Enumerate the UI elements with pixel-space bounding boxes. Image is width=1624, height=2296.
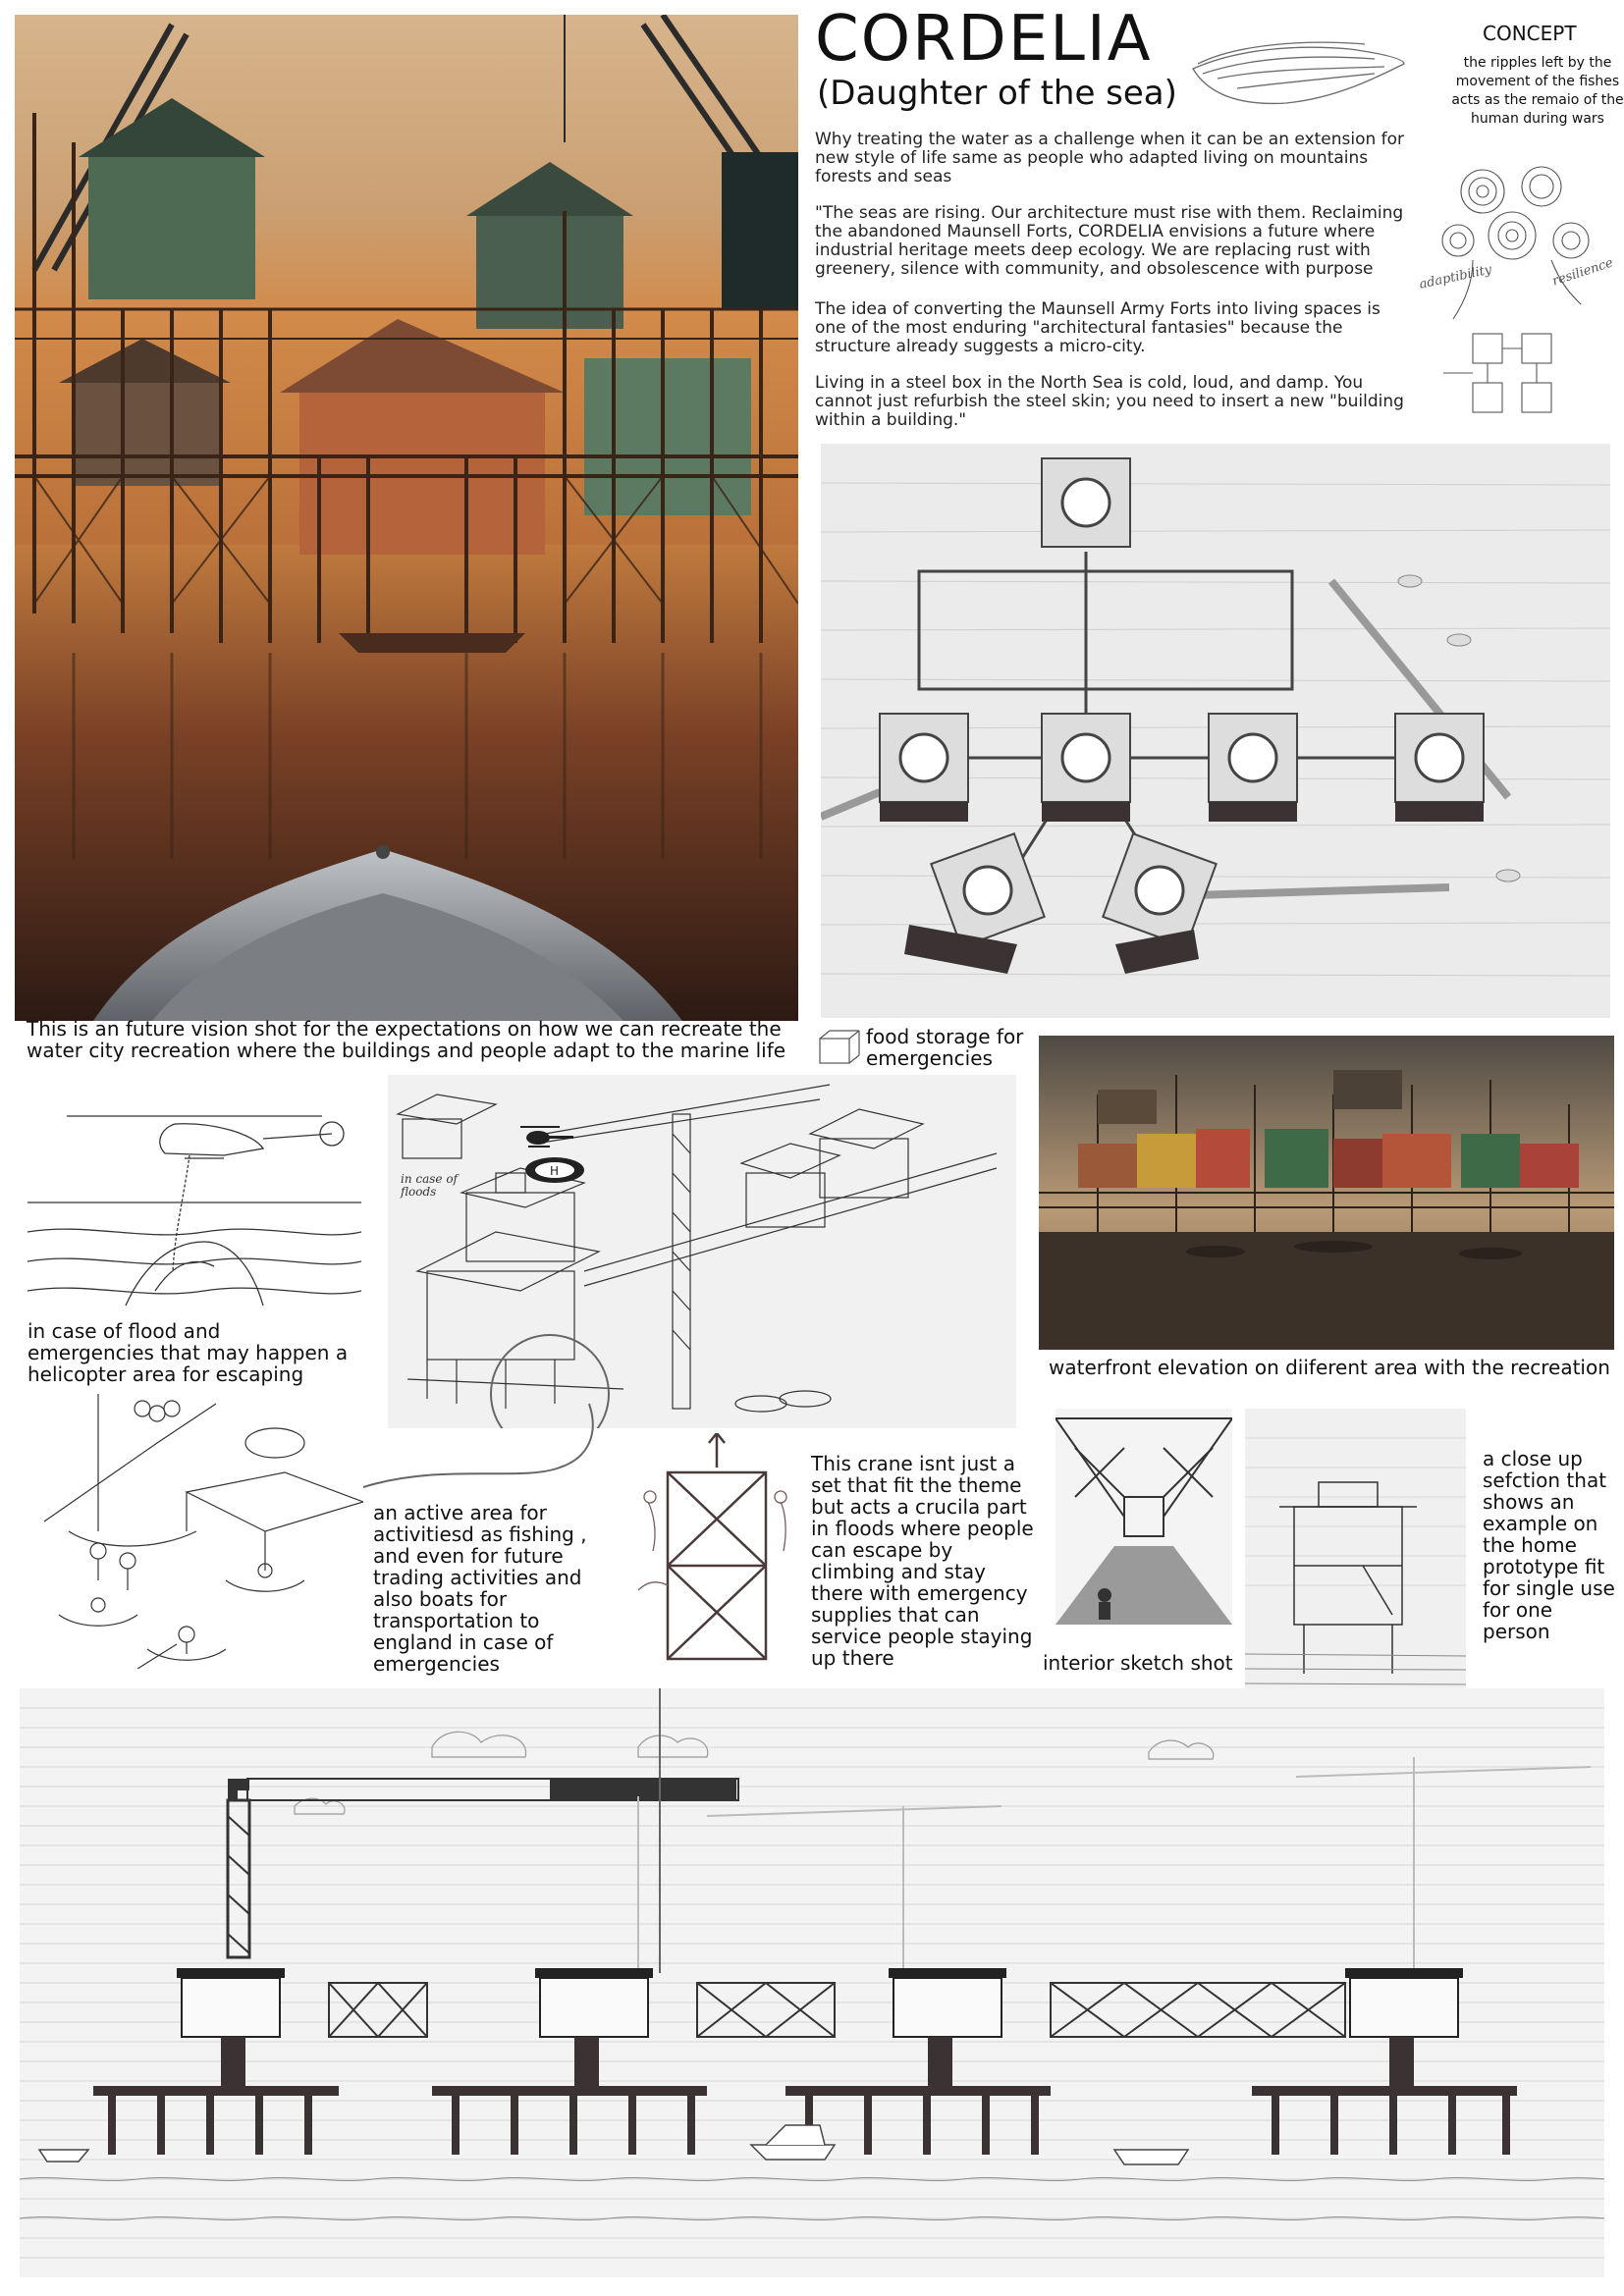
concept-heading: CONCEPT <box>1483 22 1577 45</box>
site-plan <box>821 444 1610 1018</box>
crane-caption: This crane isnt just a set that fit the theme but acts a crucila part in floods where people can escape by climbing and stay there with emergency supplies that can service people staying up there <box>811 1452 1034 1670</box>
in-case-floods-label: in case of floods <box>401 1172 458 1199</box>
closeup-caption: a close up sefction that shows an example on the home prototype fit for single use for one person <box>1483 1447 1615 1643</box>
interior-sketch <box>1056 1409 1232 1625</box>
waterfront-render <box>1039 1036 1614 1350</box>
concept-text: the ripples left by the movement of the fishes acts as the remaio of the human during wars <box>1451 55 1624 127</box>
intro-paragraph-1: Why treating the water as a challenge when it can be an extension for new style of life same as people who adapted living on mountains forests and seas <box>815 130 1405 187</box>
sketch-word-resilience: resilience <box>1550 255 1615 290</box>
food-storage-caption: food storage for emergencies <box>866 1025 1024 1070</box>
waterfront-caption: waterfront elevation on diiferent area with the recreation <box>1049 1356 1610 1379</box>
sketch-word-adaptibility: adaptibility <box>1418 262 1493 293</box>
concept-sketch <box>1414 147 1624 442</box>
intro-paragraph-2: "The seas are rising. Our architecture must rise with them. Reclaiming the abandoned Maunsell Forts, CORDELIA envisions a future where industrial heritage meets deep ecology. We are replacing rust with greenery, silence with community, and obsolescence with purpose <box>815 203 1404 279</box>
crane-icon <box>638 1433 795 1669</box>
vision-caption: This is an future vision shot for the expectations on how we can recreate the water city recreation where the buildings and people adapt to the marine life <box>27 1017 786 1062</box>
intro-paragraph-4: Living in a steel box in the North Sea is cold, loud, and damp. You cannot just refurbish the steel skin; you need to insert a new "building within a building." <box>815 373 1404 430</box>
intro-paragraph-3: The idea of converting the Maunsell Army Forts into living spaces is one of the most enduring "architectural fantasies" because the structure already suggests a micro-city. <box>815 299 1380 356</box>
elevation-drawing <box>20 1688 1604 2277</box>
fishing-sketch <box>39 1384 363 1669</box>
fish-icon <box>1178 20 1414 128</box>
svg-text:H: H <box>550 1164 560 1178</box>
helicopter-caption: in case of flood and emergencies that may happen a helicopter area for escaping <box>27 1319 349 1386</box>
interior-caption: interior sketch shot <box>1043 1651 1233 1675</box>
helicopter-icon <box>518 1124 577 1149</box>
hero-render <box>15 15 798 1021</box>
page-subtitle: (Daughter of the sea) <box>817 74 1177 113</box>
connector-lines <box>344 1364 668 1512</box>
helicopter-sketch <box>27 1095 361 1310</box>
active-area-caption: an active area for activitiesd as fishing , and even for future trading activities and also boats for transportation to england in case of emergencies <box>373 1501 587 1676</box>
page-title: CORDELIA <box>815 3 1153 76</box>
food-storage-sketch <box>815 1029 864 1068</box>
section-closeup <box>1245 1409 1466 1693</box>
helipad-icon <box>523 1155 586 1185</box>
